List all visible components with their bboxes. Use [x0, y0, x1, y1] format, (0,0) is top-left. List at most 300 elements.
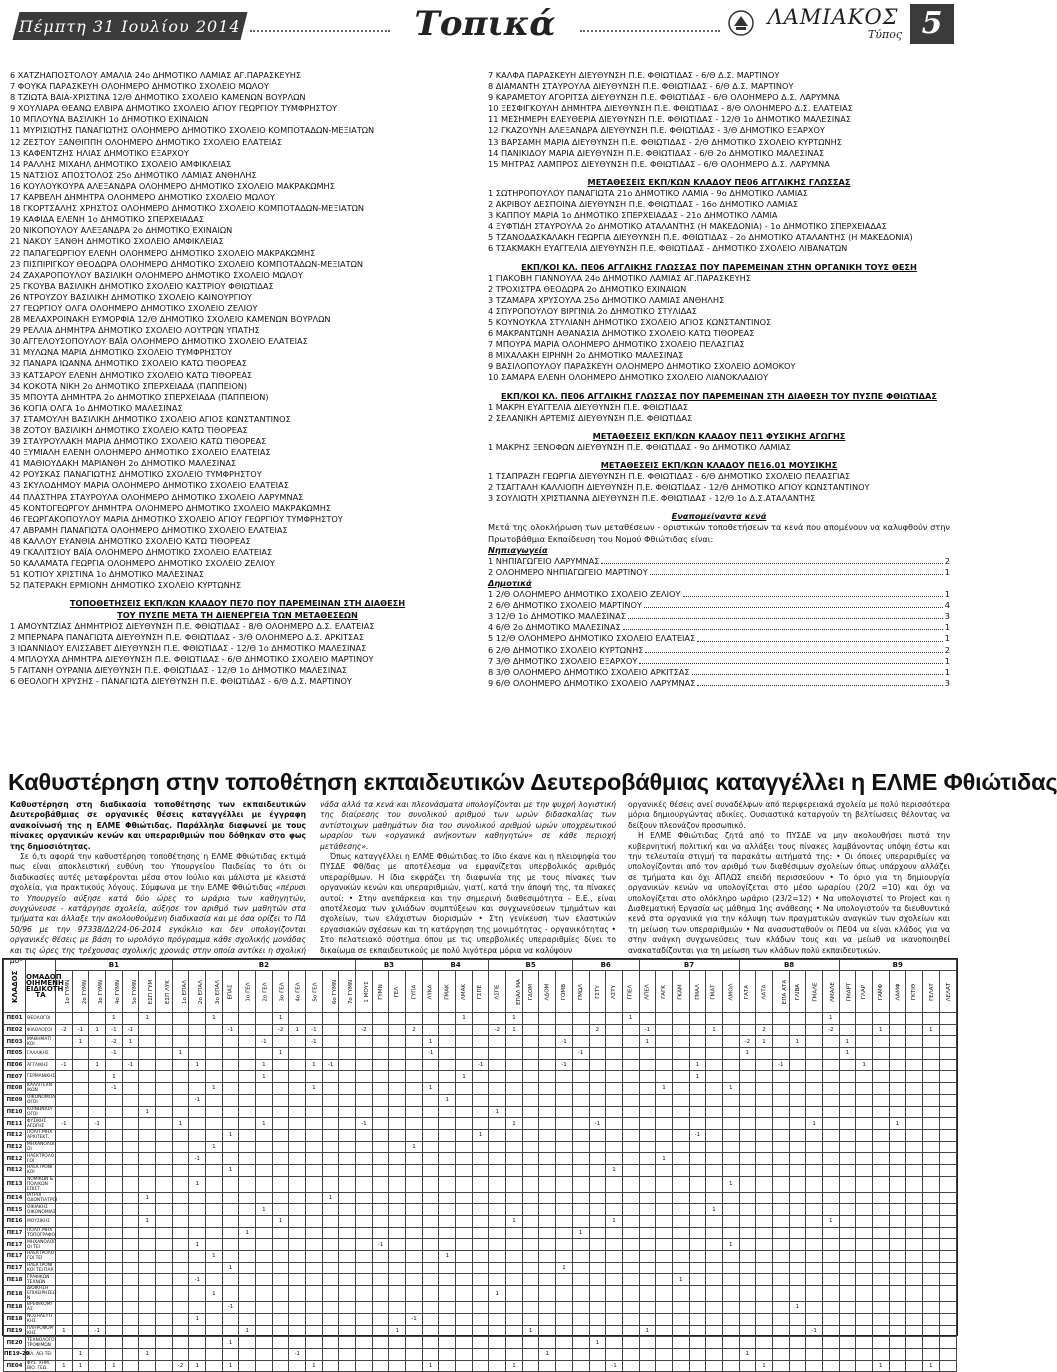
table-cell: [856, 1262, 873, 1274]
table-cell: [156, 1106, 173, 1118]
table-cell: [139, 1153, 156, 1165]
right-listing-column: [488, 70, 950, 689]
table-cell: [439, 1313, 456, 1325]
table-cell: [56, 1153, 73, 1165]
list-item: 40 ΞΥΜΙΑΛΗ ΕΛΕΝΗ ΟΛΟΗΜΕΡΟ ΔΗΜΟΤΙΚΟ ΣΧΟΛΕΙΟ ΕΛΑΤΕΙΑΣ: [10, 447, 271, 458]
table-cell: [89, 1071, 106, 1083]
article-paragraph: Όπως καταγγέλλει η ΕΛΜΕ Φθιώτιδας το ίδιο έκανε και η πλειοψηφία του ΠΥΣΔΕ Φθ/δας με αποτέλεσμα να εμφανίζεται υπερβολικός αριθμός υπεραρίθμων. Η ίδια εκφράζει τη διαφωνία της με τους πίνακες των οργανικών κενών και υπεραριθμιών, γιατί, κατά την άποψή της, τα πίνακες αυτοί: • Στην ανεπάρκεια και την σημερινή διαθεσιμότητα - Ε.Ε., είναι αποτέλεσμα των χιλιάδων συμπτύξεων και συγχωνεύσεων τμημάτων και σχολείων, των ελάχιστων διορισμών • Στη γενίκευση των ελαστικών εργασιακών σχέσεων και τη κατάργηση της μονιμότητας - οργανικότητας • Στο πελατειακό σύστημα όπου με τις υπερβολικές υπεραριθμίες δίνει το δικαίωμα σε εκπαιδευτικούς με πολύ λιγότερα μόρια να καλύψουν: [320, 852, 616, 955]
table-cell: [872, 1325, 889, 1337]
table-cell: [622, 1024, 639, 1036]
table-cell: [739, 1176, 756, 1192]
table-cell: [906, 1337, 923, 1349]
table-cell: [206, 1129, 223, 1141]
table-cell: [872, 1036, 889, 1048]
table-cell: [306, 1313, 323, 1325]
issue-date: Πέμπτη 31 Ιουλίου 2014: [19, 16, 241, 36]
table-cell: [472, 1164, 489, 1176]
table-cell: [722, 1204, 739, 1216]
table-cell: 1: [589, 1337, 606, 1349]
table-cell: [722, 1153, 739, 1165]
table-cell: [222, 1274, 239, 1286]
table-cell: [722, 1071, 739, 1083]
table-row: [4, 1360, 957, 1372]
disposal-list: [488, 70, 950, 170]
table-cell: [672, 1302, 689, 1314]
table-cell: [506, 1141, 523, 1153]
table-cell: [206, 1274, 223, 1286]
table-cell: 1: [722, 1176, 739, 1192]
table-cell: [106, 1094, 123, 1106]
table-cell: [922, 1286, 939, 1302]
list-item: 49 ΓΚΑΛΙΤΣΙΟΥ ΒΑΪΑ ΟΛΟΗΜΕΡΟ ΔΗΜΟΤΙΚΟ ΣΧΟΛΕΙΟ ΕΛΑΤΕΙΑΣ: [10, 547, 273, 558]
table-cell: [322, 1360, 339, 1372]
table-cell: 1: [222, 1360, 239, 1372]
header-rule-left: [250, 30, 390, 32]
table-cell: [289, 1360, 306, 1372]
table-row: [4, 1313, 957, 1325]
table-cell: [606, 1313, 623, 1325]
table-cell: [489, 1164, 506, 1176]
table-cell: [656, 1286, 673, 1302]
table-cell: [456, 1313, 473, 1325]
table-cell: [289, 1083, 306, 1095]
table-cell: [206, 1118, 223, 1130]
table-cell: [822, 1176, 839, 1192]
table-cell: [739, 1071, 756, 1083]
table-cell: [789, 1083, 806, 1095]
table-cell: [372, 1083, 389, 1095]
table-cell: [939, 1216, 956, 1228]
specialty-code: ΠΕ12: [4, 1129, 26, 1141]
table-cell: [522, 1313, 539, 1325]
table-cell: [272, 1106, 289, 1118]
table-cell: [272, 1071, 289, 1083]
table-cell: [156, 1176, 173, 1192]
table-cell: [906, 1024, 923, 1036]
table-cell: [722, 1094, 739, 1106]
table-cell: [289, 1164, 306, 1176]
group-header: B2: [172, 960, 355, 971]
table-cell: [522, 1094, 539, 1106]
table-cell: [189, 1164, 206, 1176]
table-cell: [789, 1141, 806, 1153]
table-cell: [156, 1251, 173, 1263]
table-cell: [689, 1216, 706, 1228]
table-cell: [206, 1164, 223, 1176]
table-cell: [872, 1286, 889, 1302]
table-cell: [456, 1083, 473, 1095]
table-cell: [439, 1262, 456, 1274]
table-cell: [106, 1348, 123, 1360]
table-cell: [489, 1192, 506, 1204]
table-cell: [156, 1348, 173, 1360]
table-cell: [572, 1337, 589, 1349]
table-cell: -2: [739, 1036, 756, 1048]
table-cell: [106, 1239, 123, 1251]
table-cell: [922, 1094, 939, 1106]
table-cell: [456, 1360, 473, 1372]
specialty-name: ΙΑΤΡΟΙ ΟΔΟΝΤΙΑΤΡΟΙ: [27, 1192, 58, 1203]
table-cell: [372, 1262, 389, 1274]
table-cell: [539, 1024, 556, 1036]
table-cell: [856, 1216, 873, 1228]
table-cell: [789, 1227, 806, 1239]
table-cell: [539, 1164, 556, 1176]
table-cell: [322, 1239, 339, 1251]
table-cell: [806, 1274, 823, 1286]
table-cell: [256, 1239, 273, 1251]
table-cell: [556, 1251, 573, 1263]
table-cell: [339, 1348, 356, 1360]
table-cell: 1: [272, 1216, 289, 1228]
table-cell: [906, 1325, 923, 1337]
table-cell: [889, 1348, 906, 1360]
table-cell: [239, 1024, 256, 1036]
column-header: ΛΑΤΑ: [756, 971, 773, 1013]
table-cell: [772, 1274, 789, 1286]
table-cell: [672, 1106, 689, 1118]
table-cell: [422, 1059, 439, 1071]
table-cell: [622, 1302, 639, 1314]
table-cell: [106, 1262, 123, 1274]
article-column-2: [320, 800, 616, 956]
table-cell: [689, 1313, 706, 1325]
table-cell: [606, 1239, 623, 1251]
vacancy-row: [488, 667, 950, 678]
table-cell: [389, 1262, 406, 1274]
table-cell: [872, 1192, 889, 1204]
table-cell: [289, 1251, 306, 1263]
table-cell: 1: [472, 1129, 489, 1141]
table-cell: [756, 1262, 773, 1274]
table-cell: [89, 1153, 106, 1165]
table-cell: [572, 1302, 589, 1314]
table-cell: [622, 1313, 639, 1325]
table-cell: [739, 1262, 756, 1274]
table-cell: [156, 1013, 173, 1025]
list-item: 14 ΠΑΝΙΚΙΔΟΥ ΜΑΡΙΑ ΔΙΕΥΘΥΝΣΗ Π.Ε. ΦΘΙΩΤΙΔΑΣ - 6/Θ 2ο ΔΗΜΟΤΙΚΟ ΜΑΛΕΣΙΝΑΣ: [488, 147, 825, 158]
table-cell: [672, 1227, 689, 1239]
list-item: 4 ΜΠΛΟΥΧΑ ΔΗΜΗΤΡΑ ΔΙΕΥΘΥΝΣΗ Π.Ε. ΦΘΙΩΤΙΔΑΣ - 6/Θ ΔΗΜΟΤΙΚΟ ΣΧΟΛΕΙΟ ΜΑΡΤΙΝΟΥ: [10, 653, 374, 664]
table-cell: [839, 1176, 856, 1192]
table-cell: [722, 1164, 739, 1176]
vacancies-table: [2, 958, 958, 1371]
table-cell: [72, 1325, 89, 1337]
table-cell: [939, 1013, 956, 1025]
table-cell: [156, 1083, 173, 1095]
table-cell: [489, 1153, 506, 1165]
table-cell: [889, 1192, 906, 1204]
table-cell: [839, 1071, 856, 1083]
table-cell: [922, 1118, 939, 1130]
table-cell: [672, 1216, 689, 1228]
list-item: 4 ΣΠΥΡΟΠΟΥΛΟΥ ΒΙΡΓΙΝΙΑ 2ο ΔΗΜΟΤΙΚΟ ΣΤΥΛΙΔΑΣ: [488, 305, 697, 316]
table-cell: [572, 1094, 589, 1106]
table-cell: [172, 1036, 189, 1048]
table-cell: [289, 1118, 306, 1130]
table-cell: [572, 1024, 589, 1036]
table-cell: [406, 1118, 423, 1130]
table-cell: [406, 1348, 423, 1360]
table-cell: [222, 1176, 239, 1192]
specialty-name: ΠΛΗΡΟΦΟΡΙ ΚΗΣ: [27, 1325, 54, 1336]
table-cell: [839, 1024, 856, 1036]
table-cell: [906, 1176, 923, 1192]
table-cell: [872, 1313, 889, 1325]
table-cell: [789, 1192, 806, 1204]
table-cell: [106, 1176, 123, 1192]
table-cell: [772, 1024, 789, 1036]
table-cell: [306, 1129, 323, 1141]
list-item: 10 ΞΕΣΦΙΓΚΟΥΛΗ ΔΗΜΗΤΡΑ ΔΙΕΥΘΥΝΣΗ Π.Ε. ΦΘΙΩΤΙΔΑΣ - 8/Θ ΟΛΟΗΜΕΡΟ Δ.Σ. ΕΛΑΤΕΙΑΣ: [488, 103, 853, 114]
table-cell: [806, 1348, 823, 1360]
table-cell: [72, 1118, 89, 1130]
table-cell: [622, 1286, 639, 1302]
table-cell: [239, 1204, 256, 1216]
table-cell: [272, 1337, 289, 1349]
table-cell: 1: [756, 1360, 773, 1372]
table-cell: [372, 1164, 389, 1176]
table-cell: 1: [89, 1059, 106, 1071]
table-cell: -1: [256, 1036, 273, 1048]
pe06-organic-list: [488, 273, 950, 384]
vacancy-row: [488, 600, 950, 611]
table-cell: -1: [306, 1036, 323, 1048]
table-cell: [539, 1274, 556, 1286]
table-row: [4, 1348, 957, 1360]
table-cell: [572, 1239, 589, 1251]
table-cell: [206, 1262, 223, 1274]
specialty-code: ΠΕ10: [4, 1106, 26, 1118]
table-cell: [589, 1141, 606, 1153]
list-item: 16 ΚΟΥΛΟΥΚΟΥΡΑ ΑΛΕΞΑΝΔΡΑ ΟΛΟΗΜΕΡΟ ΔΗΜΟΤΙΚΟ ΣΧΟΛΕΙΟ ΜΑΚΡΑΚΩΜΗΣ: [10, 180, 335, 191]
table-cell: [206, 1325, 223, 1337]
table-cell: [472, 1153, 489, 1165]
list-item: 5 ΤΖΑΝΟΔΑΣΚΑΛΑΚΗ ΓΕΩΡΓΙΑ ΔΙΕΥΘΥΝΣΗ Π.Ε. ΦΘΙΩΤΙΔΑΣ - 2ο ΔΗΜΟΤΙΚΟ ΑΤΑΛΑΝΤΗΣ (Η ΜΑΚΕΔΟΝΙΑ): [488, 232, 913, 243]
table-cell: [306, 1348, 323, 1360]
table-cell: [289, 1094, 306, 1106]
table-cell: [756, 1013, 773, 1025]
table-cell: [439, 1024, 456, 1036]
table-cell: [639, 1274, 656, 1286]
table-cell: -1: [806, 1325, 823, 1337]
table-cell: [739, 1013, 756, 1025]
list-item: 5 ΓΑΙΤΑΝΗ ΟΥΡΑΝΙΑ ΔΙΕΥΘΥΝΣΗ Π.Ε. ΦΘΙΩΤΙΔΑΣ - 12/Θ 1ο ΔΗΜΟΤΙΚΟ ΜΑΛΕΣΙΝΑΣ: [10, 664, 348, 675]
table-cell: [456, 1239, 473, 1251]
table-cell: [272, 1204, 289, 1216]
table-cell: [606, 1129, 623, 1141]
list-item: 7 ΦΟΥΚΑ ΠΑΡΑΣΚΕΥΗ ΟΛΟΗΜΕΡΟ ΔΗΜΟΤΙΚΟ ΣΧΟΛΕΙΟ ΜΩΛΟΥ: [10, 81, 269, 92]
table-cell: [589, 1048, 606, 1060]
table-cell: [722, 1360, 739, 1372]
table-cell: [122, 1216, 139, 1228]
table-cell: [89, 1036, 106, 1048]
table-cell: [922, 1153, 939, 1165]
list-item: 1 ΤΣΑΠΡΑΖΗ ΓΕΩΡΓΙΑ ΔΙΕΥΘΥΝΣΗ Π.Ε. ΦΘΙΩΤΙΔΑΣ - 6/Θ ΔΗΜΟΤΙΚΟ ΣΧΟΛΕΙΟ ΠΕΛΑΣΓΙΑΣ: [488, 471, 851, 482]
table-cell: [106, 1302, 123, 1314]
table-cell: [506, 1129, 523, 1141]
table-cell: [156, 1141, 173, 1153]
table-cell: [856, 1251, 873, 1263]
column-header: ΛΔΟΜ: [539, 971, 556, 1013]
table-cell: [789, 1013, 806, 1025]
table-cell: [472, 1094, 489, 1106]
table-cell: [389, 1118, 406, 1130]
table-cell: [222, 1106, 239, 1118]
list-item: 41 ΜΑΘΙΟΥΔΑΚΗ ΜΑΡΙΑΝΘΗ 2ο ΔΗΜΟΤΙΚΟ ΜΑΛΕΣΙΝΑΣ: [10, 458, 237, 469]
primary-vacancies: [488, 589, 950, 689]
table-cell: [556, 1094, 573, 1106]
table-cell: [389, 1360, 406, 1372]
table-cell: [139, 1302, 156, 1314]
table-cell: [572, 1325, 589, 1337]
table-cell: [472, 1118, 489, 1130]
table-cell: [872, 1141, 889, 1153]
table-cell: [239, 1094, 256, 1106]
table-cell: [672, 1262, 689, 1274]
list-item: 45 ΚΟΝΤΟΓΕΩΡΓΟΥ ΔΗΜΗΤΡΑ ΟΛΟΗΜΕΡΟ ΔΗΜΟΤΙΚΟ ΣΧΟΛΕΙΟ ΜΑΚΡΑΚΩΜΗΣ: [10, 502, 332, 513]
table-cell: [239, 1141, 256, 1153]
table-cell: [206, 1176, 223, 1192]
table-cell: [356, 1176, 373, 1192]
table-cell: [172, 1325, 189, 1337]
group-header: B1: [56, 960, 173, 971]
table-cell: [389, 1251, 406, 1263]
table-cell: [489, 1239, 506, 1251]
table-cell: [422, 1153, 439, 1165]
table-cell: [622, 1118, 639, 1130]
specialty-code: ΠΕ14: [4, 1192, 26, 1204]
table-cell: [89, 1262, 106, 1274]
table-cell: -1: [606, 1360, 623, 1372]
table-cell: [306, 1262, 323, 1274]
table-cell: [89, 1013, 106, 1025]
table-cell: [556, 1239, 573, 1251]
list-item: 1 ΑΜΟΥΝΤΖΙΑΣ ΔΗΜΗΤΡΙΟΣ ΔΙΕΥΘΥΝΣΗ Π.Ε. ΦΘΙΩΤΙΔΑΣ - 8/Θ ΟΛΟΗΜΕΡΟ Δ.Σ. ΕΛΑΤΕΙΑΣ: [10, 620, 375, 631]
table-cell: [672, 1048, 689, 1060]
table-cell: [622, 1262, 639, 1274]
table-cell: [839, 1325, 856, 1337]
table-cell: [106, 1286, 123, 1302]
table-cell: [706, 1337, 723, 1349]
table-cell: 1: [606, 1216, 623, 1228]
table-cell: [422, 1094, 439, 1106]
table-cell: [706, 1153, 723, 1165]
table-cell: [189, 1141, 206, 1153]
table-row: [4, 1227, 957, 1239]
table-cell: 1: [139, 1216, 156, 1228]
table-cell: [56, 1262, 73, 1274]
table-cell: [939, 1204, 956, 1216]
specialty-code: ΠΕ02: [4, 1024, 26, 1036]
table-cell: [389, 1239, 406, 1251]
table-cell: [139, 1129, 156, 1141]
table-cell: [206, 1348, 223, 1360]
table-cell: 1: [639, 1325, 656, 1337]
table-cell: [89, 1192, 106, 1204]
table-cell: [289, 1286, 306, 1302]
table-cell: [422, 1325, 439, 1337]
table-cell: [72, 1071, 89, 1083]
specialty-code: ΠΕ17: [4, 1227, 26, 1239]
column-header: ΛΠΕΛ: [639, 971, 656, 1013]
table-cell: [139, 1036, 156, 1048]
table-cell: [539, 1286, 556, 1302]
table-cell: [822, 1325, 839, 1337]
table-cell: [222, 1048, 239, 1060]
table-cell: [439, 1348, 456, 1360]
table-cell: [756, 1153, 773, 1165]
table-cell: [356, 1325, 373, 1337]
table-cell: [572, 1192, 589, 1204]
table-cell: [706, 1348, 723, 1360]
table-cell: [672, 1325, 689, 1337]
table-cell: [856, 1129, 873, 1141]
table-cell: [139, 1141, 156, 1153]
list-item: 6 ΧΑΤΖΗΑΠΟΣΤΟΛΟΥ ΑΜΑΛΙΑ 24ο ΔΗΜΟΤΙΚΟ ΛΑΜΙΑΣ ΑΓ.ΠΑΡΑΣΚΕΥΗΣ: [10, 70, 302, 80]
table-cell: [422, 1071, 439, 1083]
table-cell: [356, 1129, 373, 1141]
table-cell: [339, 1274, 356, 1286]
table-cell: [222, 1286, 239, 1302]
table-cell: 1: [72, 1348, 89, 1360]
table-cell: [589, 1059, 606, 1071]
table-cell: 1: [106, 1360, 123, 1372]
table-cell: [756, 1141, 773, 1153]
table-cell: [772, 1216, 789, 1228]
vacancy-row: [488, 633, 950, 644]
table-cell: [206, 1239, 223, 1251]
table-cell: [106, 1227, 123, 1239]
table-cell: [189, 1227, 206, 1239]
table-cell: [589, 1164, 606, 1176]
table-cell: [822, 1262, 839, 1274]
table-cell: 1: [839, 1036, 856, 1048]
table-cell: [906, 1360, 923, 1372]
table-cell: [689, 1227, 706, 1239]
table-cell: [889, 1059, 906, 1071]
table-cell: [256, 1192, 273, 1204]
specialty-header: ΟΜΑΔΟΠ ΟΙΗΜΕΝΗ ΕΙΔΙΚΟΤΗ ΤΑ: [26, 960, 56, 1013]
specialty-code: ΠΕ12: [4, 1141, 26, 1153]
table-cell: 1: [122, 1036, 139, 1048]
table-cell: [622, 1216, 639, 1228]
table-cell: [506, 1251, 523, 1263]
table-cell: [689, 1348, 706, 1360]
table-cell: [789, 1348, 806, 1360]
table-cell: 2: [406, 1024, 423, 1036]
table-cell: [756, 1083, 773, 1095]
column-header: 1ο ΓΕΛ: [239, 971, 256, 1013]
table-cell: [239, 1129, 256, 1141]
table-cell: [939, 1048, 956, 1060]
table-cell: [656, 1274, 673, 1286]
table-cell: [806, 1129, 823, 1141]
list-item: 6 ΜΑΚΡΑΝΤΩΝΗ ΑΘΑΝΑΣΙΑ ΔΗΜΟΤΙΚΟ ΣΧΟΛΕΙΟ ΚΑΤΩ ΤΙΘΟΡΕΑΣ: [488, 328, 755, 339]
table-cell: [89, 1360, 106, 1372]
table-cell: [922, 1204, 939, 1216]
table-cell: [439, 1239, 456, 1251]
vacancy-count: 3: [944, 611, 950, 622]
table-cell: [722, 1262, 739, 1274]
table-cell: [272, 1059, 289, 1071]
table-row: [4, 1176, 957, 1192]
newspaper-masthead: [758, 6, 908, 41]
table-cell: [822, 1118, 839, 1130]
table-cell: [206, 1106, 223, 1118]
table-cell: [739, 1251, 756, 1263]
table-cell: [139, 1313, 156, 1325]
